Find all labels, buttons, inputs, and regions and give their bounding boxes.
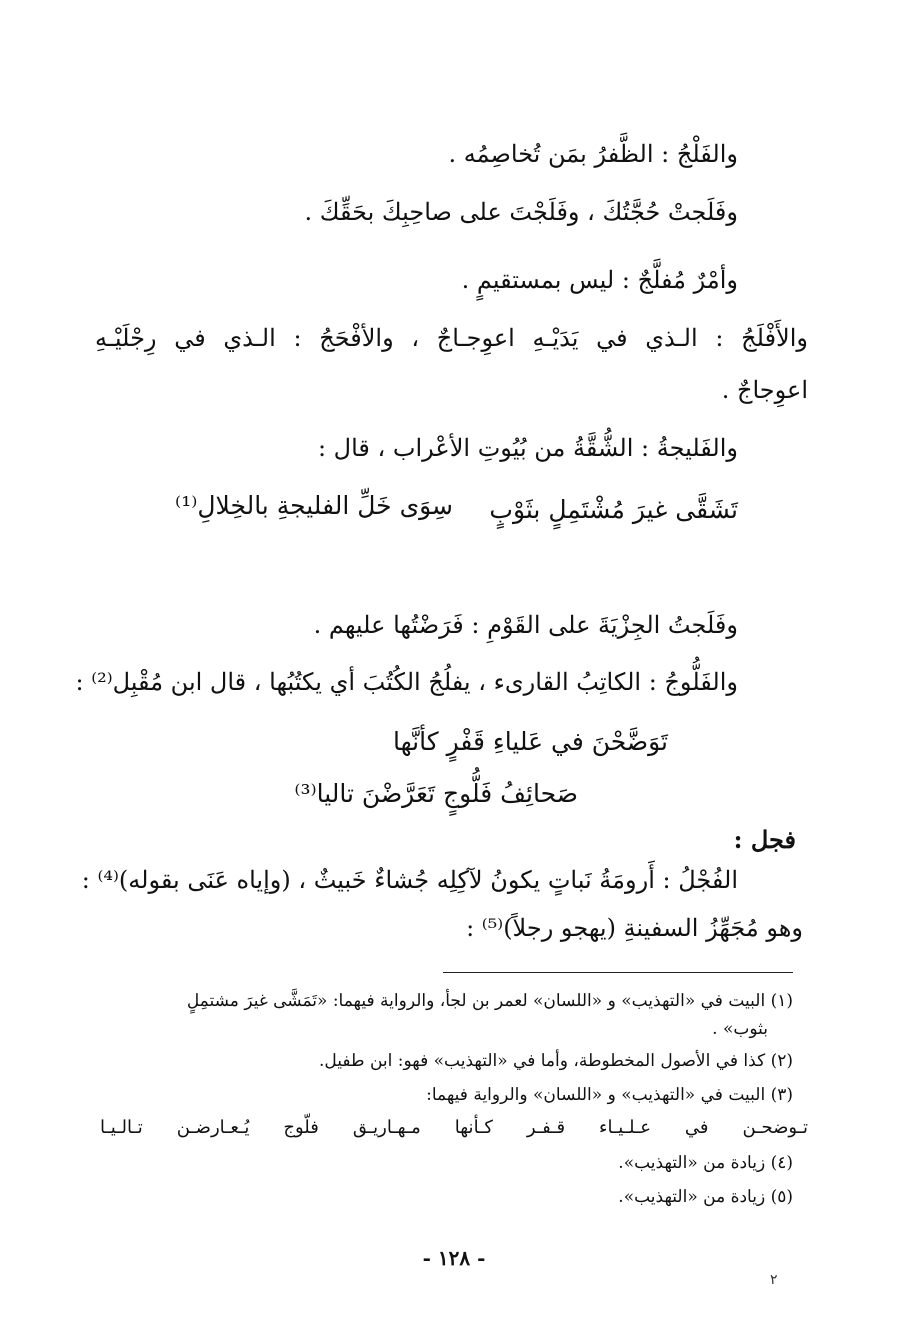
text-line: وفَلَجتْ حُجَّتُكَ ، وفَلَجْتَ على صاحِبِكَ بحَقِّكَ . (304, 198, 738, 226)
verse-second-hemistich: سِوَى خَلِّ الفليجةِ بالخِلالِ⁽¹⁾ (175, 491, 453, 520)
section-heading: فجل : (733, 825, 796, 854)
text-line: والفَليجةُ : الشُّقَّةُ من بُيُوتِ الأعْراب ، قال : (317, 434, 738, 462)
corner-mark: ٢ (770, 1272, 778, 1288)
text-line: والفَلُّوجُ : الكاتِبُ القارىء ، يفلُجُ الكُتُبَ أي يكتُبُها ، قال ابن مُقْبِل⁽²⁾ : (75, 668, 738, 696)
page-number: - ١٢٨ - (422, 1246, 486, 1270)
footnote: (٤) زيادة من «التهذيب». (618, 1153, 793, 1173)
footnote-divider (443, 972, 793, 973)
footnote: (٢) كذا في الأصول المخطوطة، وأما في «التهذيب» فهو: ابن طفيل. (319, 1051, 793, 1071)
verse-line: تَوَضَّحْنَ في عَلياءِ قَفْرٍ كأنَّها (393, 727, 668, 756)
text-line: والفَلْجُ : الظَّفرُ بمَن تُخاصِمُه . (448, 140, 738, 168)
text-line: وفَلَجتُ الجِزْيَةَ على القَوْمِ : فَرَضْتُها عليهم . (313, 611, 738, 639)
text-line: وأمْرٌ مُفلَّجٌ : ليس بمستقيمٍ . (461, 266, 738, 294)
footnote: (١) البيت في «التهذيب» و «اللسان» لعمر بن لجأ، والرواية فيهما: «تَمَشَّى غيرَ مشتمِلٍ (186, 991, 793, 1011)
text-line: الفُجْلُ : أَرومَةُ نَباتٍ يكونُ لآكِلِه جُشاءٌ خَبيثٌ ، (وإياه عَنَى بقوله)⁽⁴⁾ : (81, 866, 738, 894)
text-line: والأَفْلَجُ : الـذي في يَدَيْـهِ اعوِجـاجٌ ، والأفْحَجُ : الـذي في رِجْلَيْـهِ (95, 324, 808, 352)
footnote-verse: تـوضحـن في عـلـيـاء قـفـر كـأنها مـهـاريـق فلّوج يُـعـارضـن تـالـيـا (100, 1117, 808, 1138)
text-line: اعوِجاجٌ . (721, 376, 808, 404)
footnote: بثوب» . (712, 1019, 768, 1039)
verse-line: صَحائِفُ فَلُّوجٍ تَعَرَّضْنَ تاليا⁽³⁾ (294, 779, 578, 808)
verse-first-hemistich: تَشَقَّى غيرَ مُشْتَمِلٍ بثَوْبٍ (489, 495, 738, 524)
footnote: (٣) البيت في «التهذيب» و «اللسان» والرواية فيهما: (426, 1085, 793, 1105)
text-line: وهو مُجَهِّزُ السفينةِ (يهجو رجلاً)⁽⁵⁾ : (466, 914, 803, 942)
footnote: (٥) زيادة من «التهذيب». (618, 1187, 793, 1207)
